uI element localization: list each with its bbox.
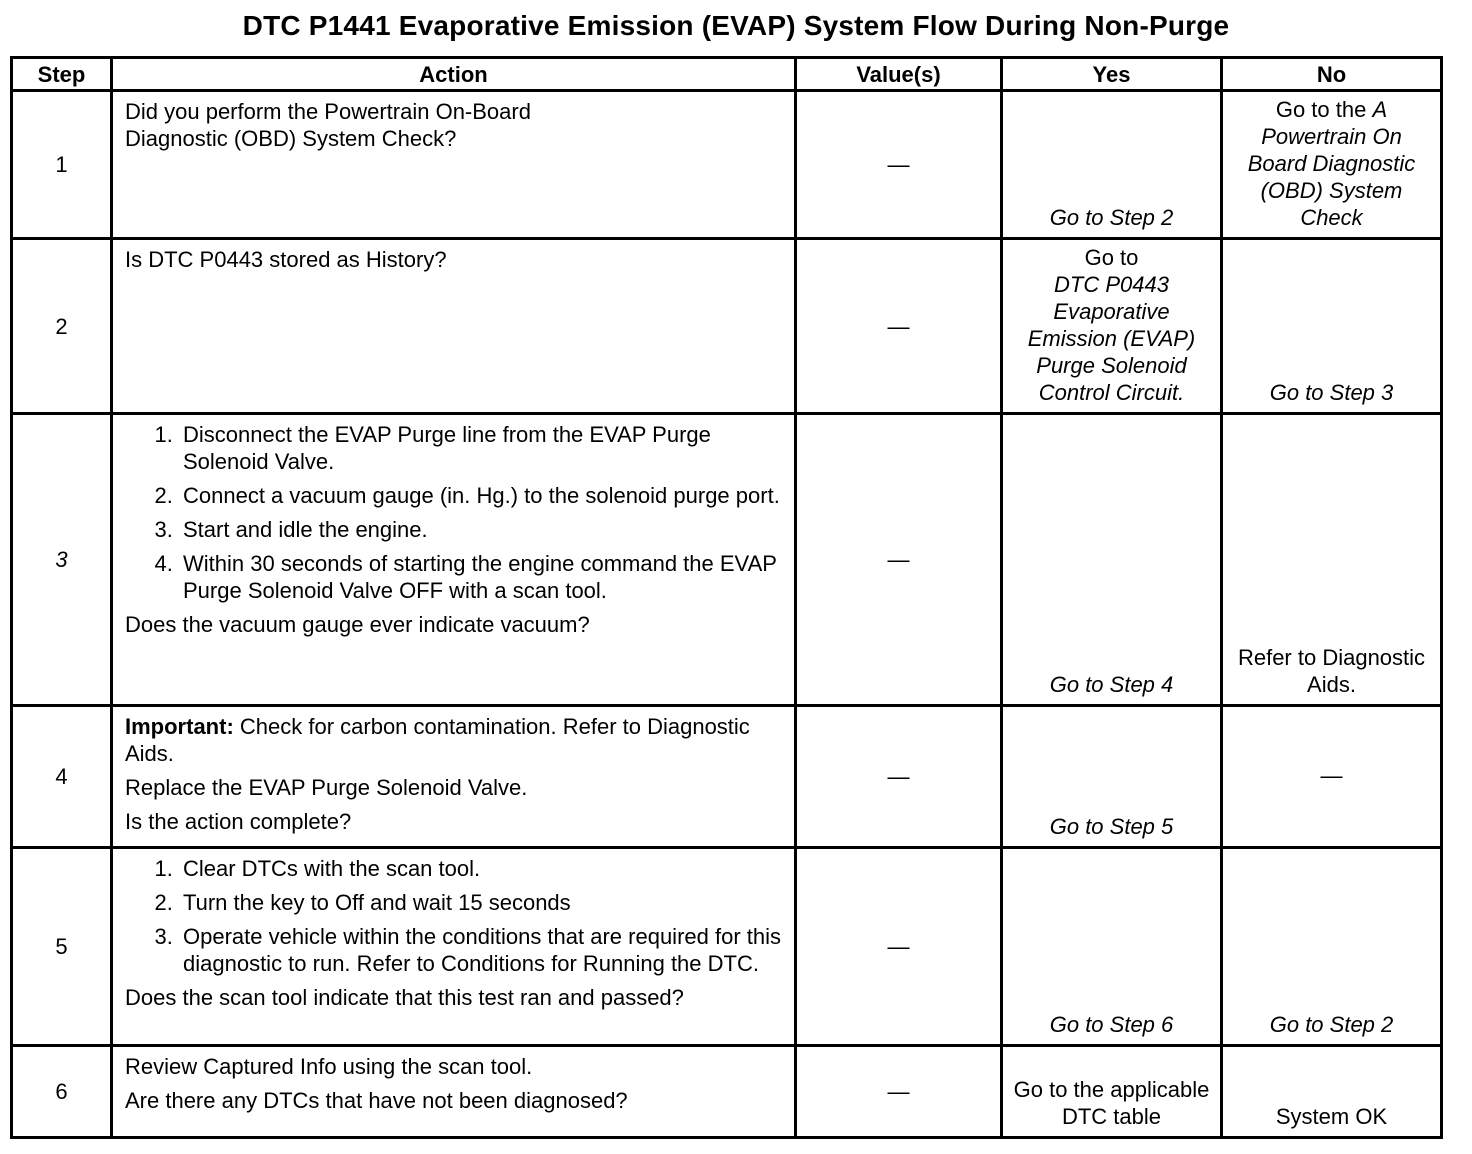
action-text: Replace the EVAP Purge Solenoid Valve. (125, 775, 528, 800)
action-cell (112, 706, 796, 848)
header-yes: Yes (1002, 58, 1222, 91)
action-cell (112, 1046, 796, 1138)
no-cell: Go to Step 3 (1222, 239, 1442, 414)
no-cell: System OK (1222, 1046, 1442, 1138)
value-cell: — (796, 91, 1002, 239)
yes-cell: Go to Step 4 (1002, 414, 1222, 706)
action-question: Is the action complete? (125, 809, 352, 834)
procedure-item: 3. Operate vehicle within the conditions that are required for this diagnostic to run. Refer to Conditions for Running the DTC. (179, 923, 784, 977)
value-cell: — (796, 706, 1002, 848)
step-number: 2 (12, 239, 112, 414)
value-cell: — (796, 414, 1002, 706)
action-cell (112, 91, 796, 239)
no-cell (1222, 91, 1442, 239)
procedure-list (125, 421, 784, 604)
procedure-item: 1. Clear DTCs with the scan tool. (179, 855, 784, 882)
header-no: No (1222, 58, 1442, 91)
action-cell (112, 414, 796, 706)
action-text: Did you perform the Powertrain On-Board Diagnostic (OBD) System Check? (125, 99, 531, 151)
no-cell: Go to Step 2 (1222, 848, 1442, 1046)
important-note (125, 713, 784, 767)
header-step: Step (12, 58, 112, 91)
procedure-item: 3. Start and idle the engine. (179, 516, 784, 543)
no-reference: A Powertrain On Board Diagnostic (OBD) System Check (1247, 97, 1416, 230)
table-row (12, 1046, 1442, 1138)
action-question: Are there any DTCs that have not been diagnosed? (125, 1088, 628, 1113)
procedure-item: 4. Within 30 seconds of starting the engine command the EVAP Purge Solenoid Valve OFF with a scan tool. (179, 550, 784, 604)
step-number: 6 (12, 1046, 112, 1138)
procedure-item: 2. Turn the key to Off and wait 15 seconds (179, 889, 784, 916)
yes-cell: Go to the applicable DTC table (1002, 1046, 1222, 1138)
yes-prefix: Go to (1084, 245, 1139, 270)
header-values: Value(s) (796, 58, 1002, 91)
action-cell (112, 848, 796, 1046)
important-text: Check for carbon contamination. Refer to Diagnostic Aids. (125, 714, 750, 766)
no-cell: Refer to Diagnostic Aids. (1222, 414, 1442, 706)
no-cell: — (1222, 706, 1442, 848)
action-text: Is DTC P0443 stored as History? (125, 247, 447, 272)
table-row (12, 91, 1442, 239)
diagnostic-table (10, 56, 1443, 1139)
yes-reference: DTC P0443 Evaporative Emission (EVAP) Purge Solenoid Control Circuit. (1027, 272, 1196, 405)
table-row (12, 848, 1442, 1046)
step-number: 5 (12, 848, 112, 1046)
procedure-item: 2. Connect a vacuum gauge (in. Hg.) to the solenoid purge port. (179, 482, 784, 509)
table-row (12, 414, 1442, 706)
yes-cell (1002, 239, 1222, 414)
value-cell: — (796, 1046, 1002, 1138)
no-prefix: Go to the (1275, 97, 1367, 122)
procedure-item: 1. Disconnect the EVAP Purge line from the EVAP Purge Solenoid Valve. (179, 421, 784, 475)
yes-cell: Go to Step 6 (1002, 848, 1222, 1046)
value-cell: — (796, 239, 1002, 414)
action-question: Does the vacuum gauge ever indicate vacuum? (125, 612, 590, 637)
page-title: DTC P1441 Evaporative Emission (EVAP) System Flow During Non-Purge (242, 10, 1230, 41)
header-action: Action (112, 58, 796, 91)
value-cell: — (796, 848, 1002, 1046)
table-row (12, 706, 1442, 848)
table-row (12, 239, 1442, 414)
step-number: 1 (12, 91, 112, 239)
step-number: 3 (12, 414, 112, 706)
procedure-list (125, 855, 784, 977)
action-question: Does the scan tool indicate that this test ran and passed? (125, 985, 684, 1010)
action-cell (112, 239, 796, 414)
step-number: 4 (12, 706, 112, 848)
action-text: Review Captured Info using the scan tool. (125, 1054, 533, 1079)
yes-cell: Go to Step 5 (1002, 706, 1222, 848)
important-label: Important: (125, 714, 234, 739)
table-header-row (12, 58, 1442, 91)
yes-cell: Go to Step 2 (1002, 91, 1222, 239)
